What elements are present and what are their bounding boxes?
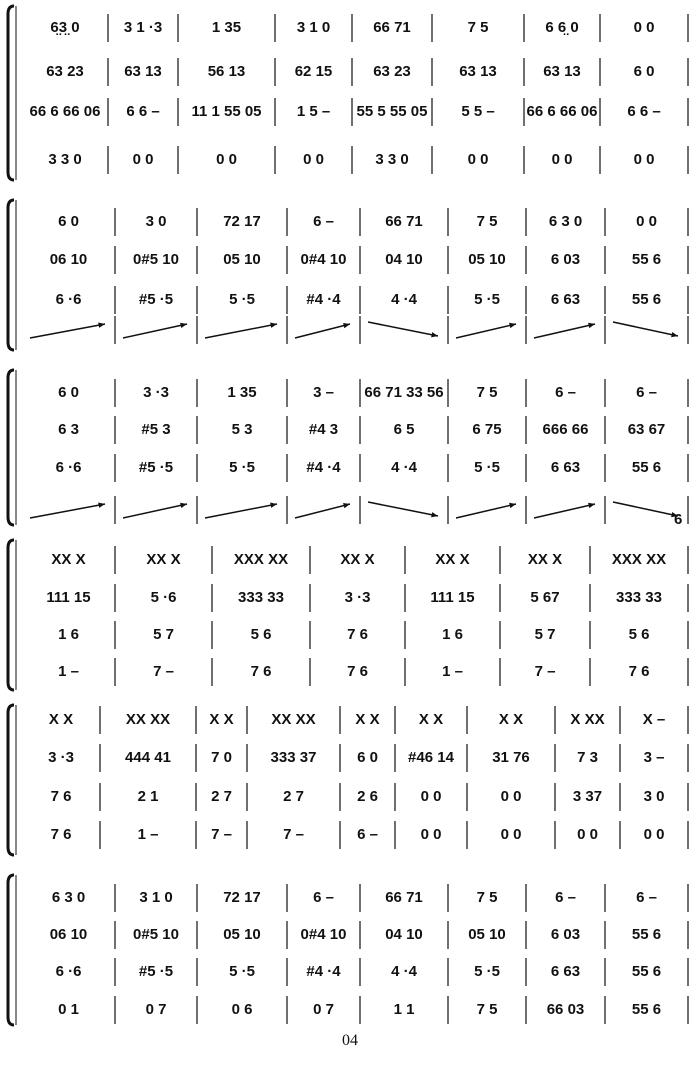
measure-cell: 7 5 xyxy=(476,384,498,401)
measure-cell: 05 10 xyxy=(468,926,506,943)
measure-cell: 6 0 xyxy=(58,384,79,401)
measure-cell: 72 17 xyxy=(223,889,261,906)
measure-cell: #4 ·4 xyxy=(306,963,341,980)
measure-cell: 6 – xyxy=(636,889,657,906)
measure-cell xyxy=(526,502,605,517)
measure-cell: #5 ·5 xyxy=(138,291,174,308)
measure-cell: 4 ·4 xyxy=(391,963,417,980)
measure-cell: 6 – xyxy=(313,213,334,230)
measure-cell: XXX XX xyxy=(611,551,667,568)
measure-cell: 7 6 xyxy=(347,663,368,680)
measure-cell: 5 ·5 xyxy=(474,459,500,476)
measure-cell: 1 35 xyxy=(211,19,242,36)
measure-cell: 0 0 xyxy=(500,788,522,805)
measure-cell xyxy=(115,502,197,517)
measure-cell: 7 – xyxy=(283,826,304,843)
measure-cell: #5 ·5 xyxy=(138,963,174,980)
measure-cell: 3 1 0 xyxy=(296,19,331,36)
measure-cell: 6 – xyxy=(555,384,576,401)
measure-cell: 63 13 xyxy=(124,63,162,80)
measure-cell: 55 6 xyxy=(631,251,662,268)
system-bracket xyxy=(8,875,14,1025)
measure-cell: 3 ·3 xyxy=(344,589,371,606)
measure-cell: 2 6 xyxy=(357,788,378,805)
measure-cell: 6 – xyxy=(313,889,334,906)
measure-cell: 6 – xyxy=(636,384,657,401)
measure-cell: 0 0 xyxy=(636,213,657,230)
measure-cell: 0 0 xyxy=(132,151,154,168)
measure-cell: 6 0 xyxy=(58,213,79,230)
arrow-note: 6 xyxy=(674,511,683,528)
measure-cell: 7 5 xyxy=(467,19,489,36)
measure-cell xyxy=(197,502,287,517)
measure-cell: 333 37 xyxy=(270,749,317,766)
measure-cell: 3 37 xyxy=(572,788,603,805)
system-bracket xyxy=(8,200,14,350)
measure-cell: 6 03 xyxy=(550,926,581,943)
measure-cell: 72 17 xyxy=(223,213,261,230)
system-bracket xyxy=(8,6,14,180)
measure-cell: 0 7 xyxy=(313,1001,334,1018)
measure-cell: 6 3 xyxy=(58,421,79,438)
measure-cell: 56 13 xyxy=(207,63,246,80)
measure-cell: 06 10 xyxy=(49,926,88,943)
measure-cell: 333 33 xyxy=(238,589,284,606)
measure-cell: 6 6 – xyxy=(126,103,160,120)
measure-cell: 2 7 xyxy=(283,788,304,805)
measure-cell: XXX XX xyxy=(233,551,289,568)
measure-cell xyxy=(360,322,448,337)
measure-cell: 1 5 – xyxy=(296,103,331,120)
measure-cell: 0#5 10 xyxy=(133,251,179,268)
measure-cell: 1 6 xyxy=(442,626,463,643)
measure-cell: 111 15 xyxy=(46,589,91,606)
measure-cell: 6̤3̤ 0 xyxy=(50,19,80,36)
measure-cell: #4 ·4 xyxy=(306,291,341,308)
measure-cell: XX X xyxy=(51,551,86,568)
measure-cell: 7 0 xyxy=(211,749,232,766)
measure-cell: 7 6 xyxy=(250,663,272,680)
system-bracket xyxy=(8,705,14,855)
measure-cell xyxy=(287,502,360,517)
measure-cell: 6 ·6 xyxy=(55,291,82,308)
measure-cell: 5 ·5 xyxy=(474,963,500,980)
measure-cell: 66 03 xyxy=(546,1001,585,1018)
measure-cell: XX XX xyxy=(271,711,316,728)
measure-cell: 6 5 xyxy=(393,421,415,438)
measure-cell: 66 71 xyxy=(385,213,423,230)
measure-cell: 5 5 – xyxy=(461,103,495,120)
measure-cell: 2 1 xyxy=(137,788,159,805)
measure-cell: 0 0 xyxy=(643,826,665,843)
measure-cell: 6 ·6 xyxy=(55,963,82,980)
measure-cell: XX X xyxy=(146,551,181,568)
measure-cell: #5 ·5 xyxy=(138,459,174,476)
measure-cell: 0 0 xyxy=(467,151,489,168)
measure-cell: 0#4 10 xyxy=(300,926,347,943)
measure-cell: 6 0 xyxy=(357,749,378,766)
measure-cell xyxy=(526,322,605,337)
measure-cell: 333 33 xyxy=(616,589,662,606)
measure-cell: 05 10 xyxy=(223,926,261,943)
measure-cell: 5 ·5 xyxy=(229,963,255,980)
measure-cell: 55 6 xyxy=(631,291,662,308)
measure-cell: 444 41 xyxy=(125,749,171,766)
measure-cell: 3 – xyxy=(313,384,334,401)
measure-cell: 0 0 xyxy=(303,151,324,168)
measure-cell: 666 66 xyxy=(542,421,589,438)
measure-cell xyxy=(22,502,115,517)
measure-cell: 7 – xyxy=(211,826,232,843)
measure-cell: 0 0 xyxy=(420,788,442,805)
measure-cell: 7 – xyxy=(534,663,556,680)
measure-cell: 6 3 0 xyxy=(51,889,86,906)
measure-cell: 6 03 xyxy=(550,251,581,268)
measure-cell: 0 0 xyxy=(500,826,522,843)
measure-cell: 66 71 xyxy=(373,19,411,36)
measure-cell: 7 6 xyxy=(347,626,368,643)
measure-cell: 5 7 xyxy=(153,626,174,643)
measure-cell: 7 6 xyxy=(50,826,72,843)
measure-cell: 6 63 xyxy=(550,291,581,308)
measure-cell: X – xyxy=(642,711,666,728)
measure-cell: XX X xyxy=(340,551,375,568)
measure-cell: 55 6 xyxy=(631,963,662,980)
measure-cell: 5 6 xyxy=(250,626,272,643)
measure-cell: 3 – xyxy=(643,749,665,766)
measure-cell: 6 75 xyxy=(472,421,502,438)
measure-cell: 0 0 xyxy=(420,826,442,843)
measure-cell: 111 15 xyxy=(430,589,475,606)
measure-cell: 7 5 xyxy=(476,889,498,906)
measure-cell: X X xyxy=(418,711,444,728)
measure-cell: 0 6 xyxy=(231,1001,253,1018)
measure-cell xyxy=(287,322,360,337)
measure-cell: 0 0 xyxy=(633,19,655,36)
measure-cell: XX XX xyxy=(125,711,171,728)
measure-cell: 6 3 0 xyxy=(548,213,583,230)
measure-cell: 31 76 xyxy=(492,749,530,766)
measure-cell: 66 71 xyxy=(385,889,423,906)
measure-cell: 66 71 33 56 xyxy=(364,384,444,401)
measure-cell: #46 14 xyxy=(408,749,454,766)
measure-cell: 7 3 xyxy=(577,749,598,766)
measure-cell: 3 3 0 xyxy=(48,151,82,168)
measure-cell: 5 ·5 xyxy=(229,291,255,308)
measure-cell: 5 7 xyxy=(534,626,556,643)
measure-cell: 5 ·5 xyxy=(229,459,255,476)
measure-cell: 7 5 xyxy=(476,213,498,230)
measure-cell: 3 1 ·3 xyxy=(123,19,163,36)
measure-cell: 3 0 xyxy=(643,788,665,805)
measure-cell: 04 10 xyxy=(385,926,423,943)
measure-cell: 6 – xyxy=(357,826,378,843)
measure-cell: 62 15 xyxy=(294,63,333,80)
measure-cell: 63 23 xyxy=(373,63,411,80)
measure-cell xyxy=(22,322,115,337)
measure-cell: 5 6 xyxy=(628,626,650,643)
measure-cell: 3 ·3 xyxy=(143,384,169,401)
measure-cell: 6 63 xyxy=(550,459,581,476)
measure-cell: 5 67 xyxy=(530,589,560,606)
measure-cell: #4 ·4 xyxy=(306,459,341,476)
measure-cell: 05 10 xyxy=(223,251,261,268)
system-bracket xyxy=(8,370,14,525)
measure-cell: 0#4 10 xyxy=(300,251,347,268)
measure-cell: 6 – xyxy=(555,889,576,906)
measure-cell: #4 3 xyxy=(308,421,339,438)
measure-cell: 1 – xyxy=(137,826,159,843)
measure-cell: 55 6 xyxy=(631,926,662,943)
measure-cell: XX X xyxy=(527,551,563,568)
measure-cell: 1 – xyxy=(442,663,463,680)
measure-cell: 3 ·3 xyxy=(48,749,74,766)
measure-cell: X XX xyxy=(570,711,605,728)
measure-cell: 66 6 66 06 xyxy=(29,103,101,120)
measure-cell: 7 5 xyxy=(476,1001,498,1018)
measure-cell: 5 3 xyxy=(231,421,253,438)
measure-cell xyxy=(448,322,526,337)
measure-cell: X X xyxy=(355,711,380,728)
measure-cell: 6 ·6 xyxy=(55,459,82,476)
measure-cell: 66 6 66 06 xyxy=(526,103,598,120)
measure-cell: 1 35 xyxy=(227,384,257,401)
measure-cell: X X xyxy=(209,711,234,728)
measure-cell: X X xyxy=(498,711,524,728)
measure-cell: XX X xyxy=(435,551,470,568)
measure-cell: 3 1 0 xyxy=(139,889,173,906)
measure-cell: 6 6 – xyxy=(627,103,661,120)
measure-cell: 0 7 xyxy=(145,1001,167,1018)
measure-cell: 0 0 xyxy=(633,151,655,168)
measure-cell: 0 1 xyxy=(58,1001,79,1018)
measure-cell xyxy=(605,322,688,337)
measure-cell: 63 67 xyxy=(627,421,666,438)
measure-cell: 63 13 xyxy=(459,63,497,80)
system-bracket xyxy=(8,540,14,690)
measure-cell: 4 ·4 xyxy=(391,459,417,476)
measure-cell: X X xyxy=(48,711,74,728)
measure-cell: 04 10 xyxy=(385,251,423,268)
measure-cell: 6 63 xyxy=(550,963,581,980)
measure-cell: 6 0 xyxy=(633,63,655,80)
measure-cell: 7 – xyxy=(153,663,174,680)
measure-cell: 0 0 xyxy=(577,826,598,843)
measure-cell: 55 6 xyxy=(631,459,662,476)
measure-cell: 63 23 xyxy=(46,63,84,80)
measure-cell: #5 3 xyxy=(141,421,171,438)
page-number: 04 xyxy=(342,1032,358,1049)
measure-cell: 0 0 xyxy=(216,151,237,168)
measure-cell: 63 13 xyxy=(543,63,581,80)
measure-cell: 4 ·4 xyxy=(391,291,417,308)
measure-cell: 06 10 xyxy=(49,251,88,268)
measure-cell: 55 6 xyxy=(631,1001,662,1018)
measure-cell: 05 10 xyxy=(468,251,506,268)
measure-cell: 55 5 55 05 xyxy=(356,103,428,120)
measure-cell xyxy=(360,502,448,517)
measure-cell: 5 ·5 xyxy=(474,291,500,308)
measure-cell: 3 3 0 xyxy=(375,151,409,168)
measure-cell xyxy=(448,502,526,517)
measure-cell: 11 1 55 05 xyxy=(191,103,262,120)
measure-cell: 0#5 10 xyxy=(133,926,179,943)
measure-cell xyxy=(197,322,287,337)
measure-cell: 0 0 xyxy=(551,151,573,168)
measure-cell: 7 6 xyxy=(628,663,650,680)
measure-cell xyxy=(115,322,197,337)
measure-cell: 3 0 xyxy=(145,213,167,230)
measure-cell: 1 – xyxy=(58,663,79,680)
measure-cell: 5 ·6 xyxy=(150,589,177,606)
measure-cell: 1 6 xyxy=(58,626,79,643)
measure-cell: 7 6 xyxy=(50,788,72,805)
measure-cell: 6 6̤ 0 xyxy=(545,19,579,36)
measure-cell: 1 1 xyxy=(393,1001,415,1018)
measure-cell: 2 7 xyxy=(211,788,232,805)
